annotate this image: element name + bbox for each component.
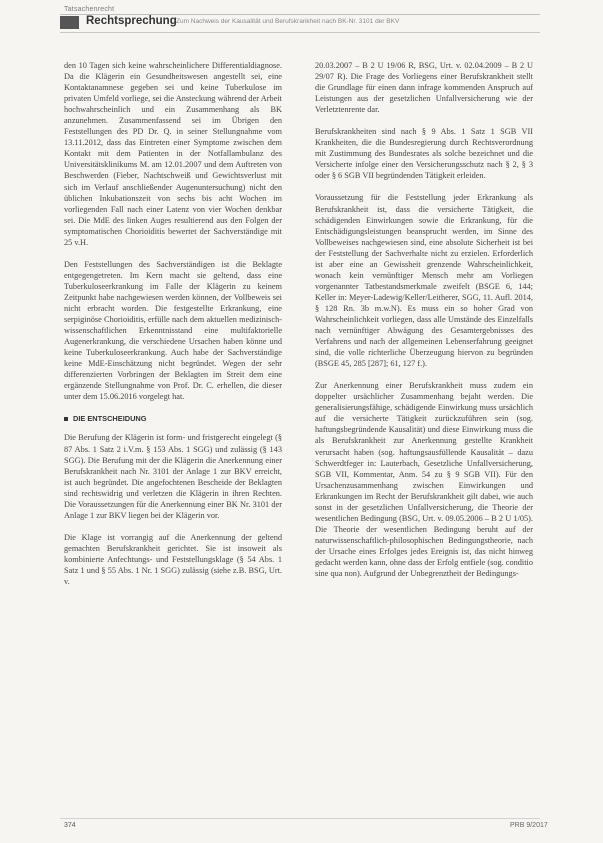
paragraph: Voraussetzung für die Feststellung jeder Erkrankung als Berufskrankheit ist, dass die versicherte Tätigkeit, die schädigenden Einwirkungen sowie die Erkrankung, für die Entschädigungsleistungen beansprucht werden, im Sinne des Vollbeweises nachgewiesen sind, eine absolute Sicherheit ist bei der Feststellung der Sachverhalte nicht zu erzielen. Erforderlich ist aber eine an Gewissheit grenzende Wahrscheinlichkeit, wonach kein vernünftiger Mensch mehr am Vorliegen vorgenannter Tatbestandsmerkmale zweifelt (BSGE 6, 144; Keller in: Meyer-Ladewig/Keller/Leitherer, SGG, 11. Aufl. 2014, § 128 Rn. 3b m.w.N). Es muss ein so hoher Grad von Wahrscheinlichkeit vorliegen, dass alle Umstände des Einzelfalls nach vernünftiger Abwägung des Gesamtergebnisses des Verfahrens und nach der allgemeinen Lebenserfahrung geeignet sind, die volle richterliche Überzeugung hiervon zu begründen (BSGE 45, 285 [287]; 61, 127 f.). xyxy=(315,193,533,369)
paragraph: den 10 Tagen sich keine wahrscheinlichere Differentialdiagnose. Da die Klägerin ein Gesundheitswesen angestellt sei, eine Kontaktanamnese gegeben sei und keine Tuberkulose im privaten Umfeld vorliege, sei die Ansteckung während der Arbeit hochwahrscheinlich und ein Zusammenhang als BK anzunehmen. Zusammenfassend sei im Übrigen den Feststellungen des PD Dr. Q. in seiner Stellungnahme vom 13.11.2012, dass das Eintreten einer Symptome zwischen dem Kontakt mit dem Patienten in der Notfallambulanz des Universitätsklinikums M. am 12.01.2007 und dem Auftreten von Beschwerden (Fieber, Nachtschweiß und Gewichtsverlust mit sich im Verlauf anschließender Augenuntersuchung) nicht den üblichen Inkubationszeit von sechs bis acht Wochen im vorliegenden Fall nach einer Latenz von vier Wochen denkbar sei. Die MdE des linken Auges resultierend aus den Folgen der symptomatischen Chorioiditis bewertet der Sachverständige mit 25 v.H. xyxy=(64,61,282,247)
issue-label: PRB 9/2017 xyxy=(510,822,548,829)
section-heading-text: DIE ENTSCHEIDUNG xyxy=(73,414,147,424)
right-column xyxy=(315,60,533,590)
paragraph: Die Klage ist vorrangig auf die Anerkennung der geltend gemachten Berufskrankheit gerichtet. Sie ist insoweit als kombinierte Anfechtungs- und Feststellungsklage (§ 54 Abs. 1 Satz 1 und § 55 Abs. 1 Nr. 1 SGG) zulässig (siehe z.B. BSG, Urt. v. xyxy=(64,532,282,587)
paragraph: 20.03.2007 – B 2 U 19/06 R, BSG, Urt. v. 02.04.2009 – B 2 U 29/07 R). Die Frage des Vorliegens einer Berufskrankheit stellt die Grundlage für einen dann infrage kommenden Anspruch auf Leistungen aus der gesetzlichen Unfallversicherung wie der Verletztenrente dar. xyxy=(315,61,533,115)
section-label: Tatsachenrecht xyxy=(64,6,115,13)
page-number: 374 xyxy=(64,822,76,829)
heading-bullet-icon xyxy=(64,417,68,421)
paragraph: Zur Anerkennung einer Berufskrankheit muss zudem ein doppelter ursächlicher Zusammenhang bejaht werden. Die generalisierungsfähige, schädigende Einwirkung muss ursächlich auf die versicherte Tätigkeit zurückzuführen sein (sog. haftungsbegründende Kausalität) und diese Einwirkung muss die als Berufskrankheit zur Anerkennung gestellte Krankheit verursacht haben (sog. haftungsausfüllende Kausalität – dazu Schwerdtfeger in: Lauterbach, Gesetzliche Unfallversicherung, SGB VII, Kommentar, Anm. 54 zu § 9 SGB VII). Für den Ursachenzusammenhang zwischen Einwirkungen und Erkrankungen im Recht der Berufskrankheit gilt dabei, wie auch sonst in der gesetzlichen Unfallversicherung, die Theorie der wesentlichen Bedingung (BSG, Urt. v. 09.05.2006 – B 2 U 1/05). Die Theorie der wesentlichen Bedingung beruht auf der naturwissenschaftlich-philosophischen Bedingungstheorie, nach der Ursache eines Erfolges jedes Ereignis ist, das nicht hinweg gedacht werden kann, ohne dass der Erfolg entfiele (sog. conditio sine qua non). Aufgrund der Unbegrenztheit der Bedingungs- xyxy=(315,381,533,579)
paragraph: Berufskrankheiten sind nach § 9 Abs. 1 Satz 1 SGB VII Krankheiten, die die Bundesregierung durch Rechtsverordnung mit Zustimmung des Bundesrates als solche bezeichnet und die Versicherte infolge einer den Versicherungsschutz nach § 2, § 3 oder § 6 SGB VII begründenden Tätigkeit erleiden. xyxy=(315,127,533,181)
left-column xyxy=(64,60,282,598)
section-heading xyxy=(64,413,282,424)
paragraph: Den Feststellungen des Sachverständigen ist die Beklagte entgegengetreten. Im Kern macht sie geltend, dass eine Tuberkuloseerkrankung im Falle der Klägerin zu keinem Zeitpunkt habe nachgewiesen werden können, der Vollbeweis sei nicht erbracht worden. Die festgestellte Erkrankung, eine serpiginöse Chorioiditis, erfülle nach dem aktuellen medizinisch-wissenschaftlichen Erkenntnisstand eine multifaktorielle Augenerkrankung, die verschiedene Ursachen haben könne und keine Tuberkuloseerkrankung. Auch habe der Sachverständige keine MdE-Einschätzung nicht begründet. Wegen der sehr differenzierten Vorbringen der Beklagten im Streit dem eine ergänzende Stellungnahme von Prof. Dr. C. erhellen, die dieser unter dem 15.06.2016 vorgelegt hat. xyxy=(64,259,282,402)
paragraph: Die Berufung der Klägerin ist form- und fristgerecht eingelegt (§ 87 Abs. 1 Satz 2 i.V.m. § 153 Abs. 1 SGG) und zulässig (§ 143 SGG). Die Berufung mit der die Klägerin die Anerkennung einer Berufskrankheit nach Nr. 3101 der Anlage 1 zur BKV erreicht, ist auch begründet. Die angefochtenen Bescheide der Beklagten sind rechtswidrig und verletzen die Klägerin in ihren Rechten. Die Voraussetzungen für die Anerkennung einer BK Nr. 3101 der Anlage 1 zur BKV liegen bei der Klägerin vor. xyxy=(64,433,282,520)
rubric-subtitle: Zum Nachweis der Kausalität und Berufskrankheit nach BK-Nr. 3101 der BKV xyxy=(176,18,400,25)
rubric-marker xyxy=(60,16,79,29)
rubric-title: Rechtsprechung xyxy=(86,15,177,27)
footer-rule xyxy=(60,818,540,819)
header-rule-bottom xyxy=(60,32,540,33)
